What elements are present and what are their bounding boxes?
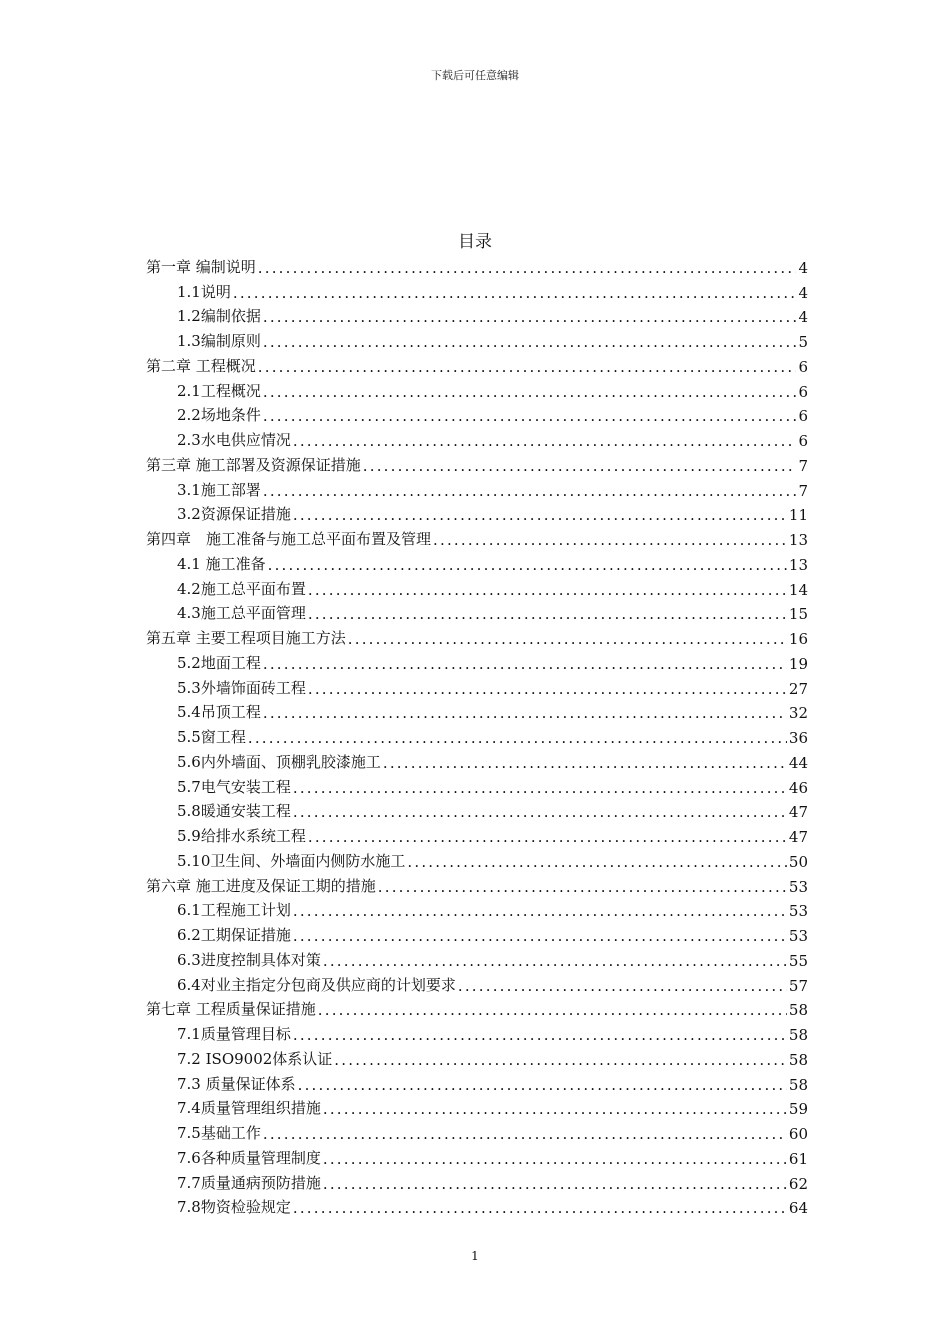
toc-leader-dots [293,1199,787,1217]
toc-entry-page: 53 [788,927,808,945]
toc-entry-page: 55 [788,951,808,970]
toc-entry-label: 4.3施工总平面管理 [177,604,306,623]
toc-entry[interactable] [146,747,808,772]
toc-entry-page: 58 [788,1026,808,1044]
toc-entry-page: 62 [788,1174,808,1193]
toc-leader-dots [263,383,797,401]
toc-leader-dots [258,358,797,376]
toc-leader-dots [263,704,787,722]
toc-leader-dots [308,605,787,623]
toc-entry[interactable] [146,896,808,921]
toc-entry-page: 13 [788,555,808,574]
toc-entry-label: 第二章 工程概况 [146,356,256,375]
toc-entry-label: 6.4对业主指定分包商及供应商的计划要求 [177,975,456,994]
toc-entry-label: 1.3编制原则 [177,332,261,350]
toc-entry[interactable] [146,846,808,871]
toc-leader-dots [323,1175,787,1193]
toc-entry-label: 7.5基础工作 [177,1124,261,1142]
toc-entry[interactable] [146,995,808,1020]
toc-entry[interactable] [146,574,808,599]
toc-leader-dots [308,680,787,698]
toc-leader-dots [323,952,787,970]
toc-entry[interactable] [146,252,808,277]
toc-entry-label: 7.3 质量保证体系 [177,1074,296,1093]
toc-entry[interactable] [146,401,808,426]
toc-entry[interactable] [146,549,808,574]
toc-entry-page: 15 [788,605,808,624]
toc-entry-label: 7.1质量管理目标 [177,1025,291,1043]
toc-entry[interactable] [146,722,808,747]
toc-entry-page: 7 [798,456,808,475]
toc-entry-page: 47 [788,803,808,822]
toc-entry-label: 4.1 施工准备 [177,554,266,573]
toc-entry-label: 7.7质量通病预防措施 [177,1173,321,1192]
toc-entry-label: 6.2工期保证措施 [177,926,291,944]
toc-leader-dots [263,308,797,326]
toc-entry[interactable] [146,821,808,846]
toc-leader-dots [383,754,787,772]
toc-entry[interactable] [146,673,808,698]
toc-entry-label: 2.1工程概况 [177,381,261,400]
toc-leader-dots [458,977,787,995]
toc-entry[interactable] [146,475,808,500]
page-header: 下载后可任意编辑 [431,69,519,82]
toc-entry-label: 7.4质量管理组织措施 [177,1099,321,1118]
toc-entry[interactable] [146,1094,808,1119]
toc-entry-label: 7.2 ISO9002体系认证 [177,1049,333,1068]
toc-entry[interactable] [146,1143,808,1168]
toc-entry-label: 3.2资源保证措施 [177,505,291,524]
page-number: 1 [471,1249,479,1263]
toc-leader-dots [268,556,787,574]
toc-leader-dots [263,333,797,351]
toc-entry-page: 14 [788,580,808,599]
toc-entry-page: 6 [798,407,808,426]
toc-entry[interactable] [146,500,808,525]
toc-entry[interactable] [146,326,808,351]
toc-entry-page: 44 [788,753,808,772]
toc-entry-page: 58 [788,1050,808,1069]
toc-entry[interactable] [146,376,808,401]
toc-entry[interactable] [146,599,808,624]
toc-entry-label: 第七章 工程质量保证措施 [146,1000,316,1019]
toc-entry-page: 6 [798,357,808,376]
toc-entry-label: 5.6内外墙面、顶棚乳胶漆施工 [177,752,381,771]
toc-entry-label: 5.8暖通安装工程 [177,802,291,821]
toc-entry-label: 1.1说明 [177,282,231,301]
toc-leader-dots [293,779,787,797]
toc-entry-page: 4 [798,283,808,302]
toc-entry-page: 11 [788,506,808,525]
toc-entry[interactable] [146,450,808,475]
toc-entry-label: 1.2编制依据 [177,307,261,326]
toc-entry-label: 5.7电气安装工程 [177,777,291,796]
toc-leader-dots [407,853,787,871]
toc-leader-dots [318,1001,787,1019]
toc-entry-page: 50 [788,852,808,871]
toc-entry-label: 第一章 编制说明 [146,257,256,276]
toc-leader-dots [263,482,797,500]
toc-entry-label: 7.6各种质量管理制度 [177,1148,321,1167]
toc-entry-page: 6 [798,382,808,401]
toc-entry-label: 5.4吊顶工程 [177,703,261,722]
toc-entry-page: 5 [798,333,808,351]
toc-leader-dots [293,1026,787,1044]
toc-entry-label: 5.10卫生间、外墙面内侧防水施工 [177,851,406,870]
toc-entry-label: 5.9给排水系统工程 [177,827,306,845]
toc-entry-label: 6.3进度控制具体对策 [177,950,321,969]
toc-entry[interactable] [146,797,808,822]
toc-entry[interactable] [146,623,808,648]
toc-entry[interactable] [146,1044,808,1069]
toc-entry-page: 32 [788,704,808,723]
toc-entry-label: 5.5窗工程 [177,728,246,746]
toc-entry-page: 6 [798,432,808,450]
toc-entry-label: 6.1工程施工计划 [177,901,291,920]
toc-leader-dots [298,1076,787,1094]
toc-entry-label: 第三章 施工部署及资源保证措施 [146,455,361,474]
toc-entry-label: 第五章 主要工程项目施工方法 [146,629,346,647]
toc-entry[interactable] [146,920,808,945]
toc-leader-dots [233,284,797,302]
toc-entry-label: 3.1施工部署 [177,480,261,499]
toc-leader-dots [363,457,797,475]
toc-entry-page: 4 [798,258,808,277]
toc-leader-dots [293,506,787,524]
toc-entry[interactable] [146,425,808,450]
toc-entry-page: 64 [788,1199,808,1218]
toc-entry-label: 2.2场地条件 [177,406,261,425]
toc-entry[interactable] [146,648,808,673]
toc-entry[interactable] [146,302,808,327]
toc-entry-page: 7 [798,481,808,500]
toc-entry[interactable] [146,351,808,376]
toc-entry-label: 7.8物资检验规定 [177,1198,291,1217]
toc-entry[interactable] [146,1193,808,1218]
toc-leader-dots [293,927,787,945]
toc-leader-dots [348,630,787,648]
toc-entry-page: 58 [788,1075,808,1094]
toc-leader-dots [263,655,787,673]
toc-entry-page: 47 [788,828,808,846]
toc-entry[interactable] [146,277,808,302]
toc-entry-label: 第四章 施工准备与施工总平面布置及管理 [146,530,432,548]
toc-entry[interactable] [146,871,808,896]
toc-title: 目录 [458,232,492,252]
toc-entry[interactable] [146,1118,808,1143]
toc-entry-page: 53 [788,877,808,896]
toc-leader-dots [308,581,787,599]
toc-entry[interactable] [146,1019,808,1044]
toc-entry-page: 59 [788,1100,808,1119]
toc-entry-page: 4 [798,308,808,327]
toc-leader-dots [308,828,787,846]
toc-entry-page: 61 [788,1149,808,1168]
toc-entry-label: 4.2施工总平面布置 [177,579,306,598]
toc-leader-dots [263,407,797,425]
toc-entry-page: 27 [788,679,808,698]
toc-leader-dots [293,902,787,920]
toc-leader-dots [293,803,787,821]
toc-entry[interactable] [146,1168,808,1193]
toc-entry-page: 58 [788,1001,808,1020]
toc-leader-dots [433,531,787,549]
toc-entry-page: 13 [788,531,808,549]
toc-entry-page: 57 [788,976,808,995]
toc-entry[interactable] [146,698,808,723]
toc-leader-dots [258,259,797,277]
toc-entry-page: 53 [788,902,808,921]
table-of-contents [146,252,808,1217]
toc-entry[interactable] [146,945,808,970]
toc-entry-page: 19 [788,654,808,673]
toc-leader-dots [293,432,797,450]
toc-leader-dots [323,1150,787,1168]
toc-entry-page: 60 [788,1125,808,1143]
toc-entry[interactable] [146,970,808,995]
toc-leader-dots [263,1125,787,1143]
toc-entry-page: 16 [788,630,808,648]
toc-entry-page: 36 [788,729,808,747]
toc-entry-label: 第六章 施工进度及保证工期的措施 [146,876,376,895]
toc-leader-dots [334,1051,787,1069]
toc-entry[interactable] [146,524,808,549]
toc-leader-dots [248,729,787,747]
toc-entry[interactable] [146,1069,808,1094]
toc-entry-label: 5.2地面工程 [177,653,261,672]
toc-leader-dots [323,1100,787,1118]
toc-entry[interactable] [146,772,808,797]
toc-entry-label: 2.3水电供应情况 [177,431,291,449]
toc-entry-label: 5.3外墙饰面砖工程 [177,678,306,697]
toc-entry-page: 46 [788,778,808,797]
toc-leader-dots [378,878,787,896]
